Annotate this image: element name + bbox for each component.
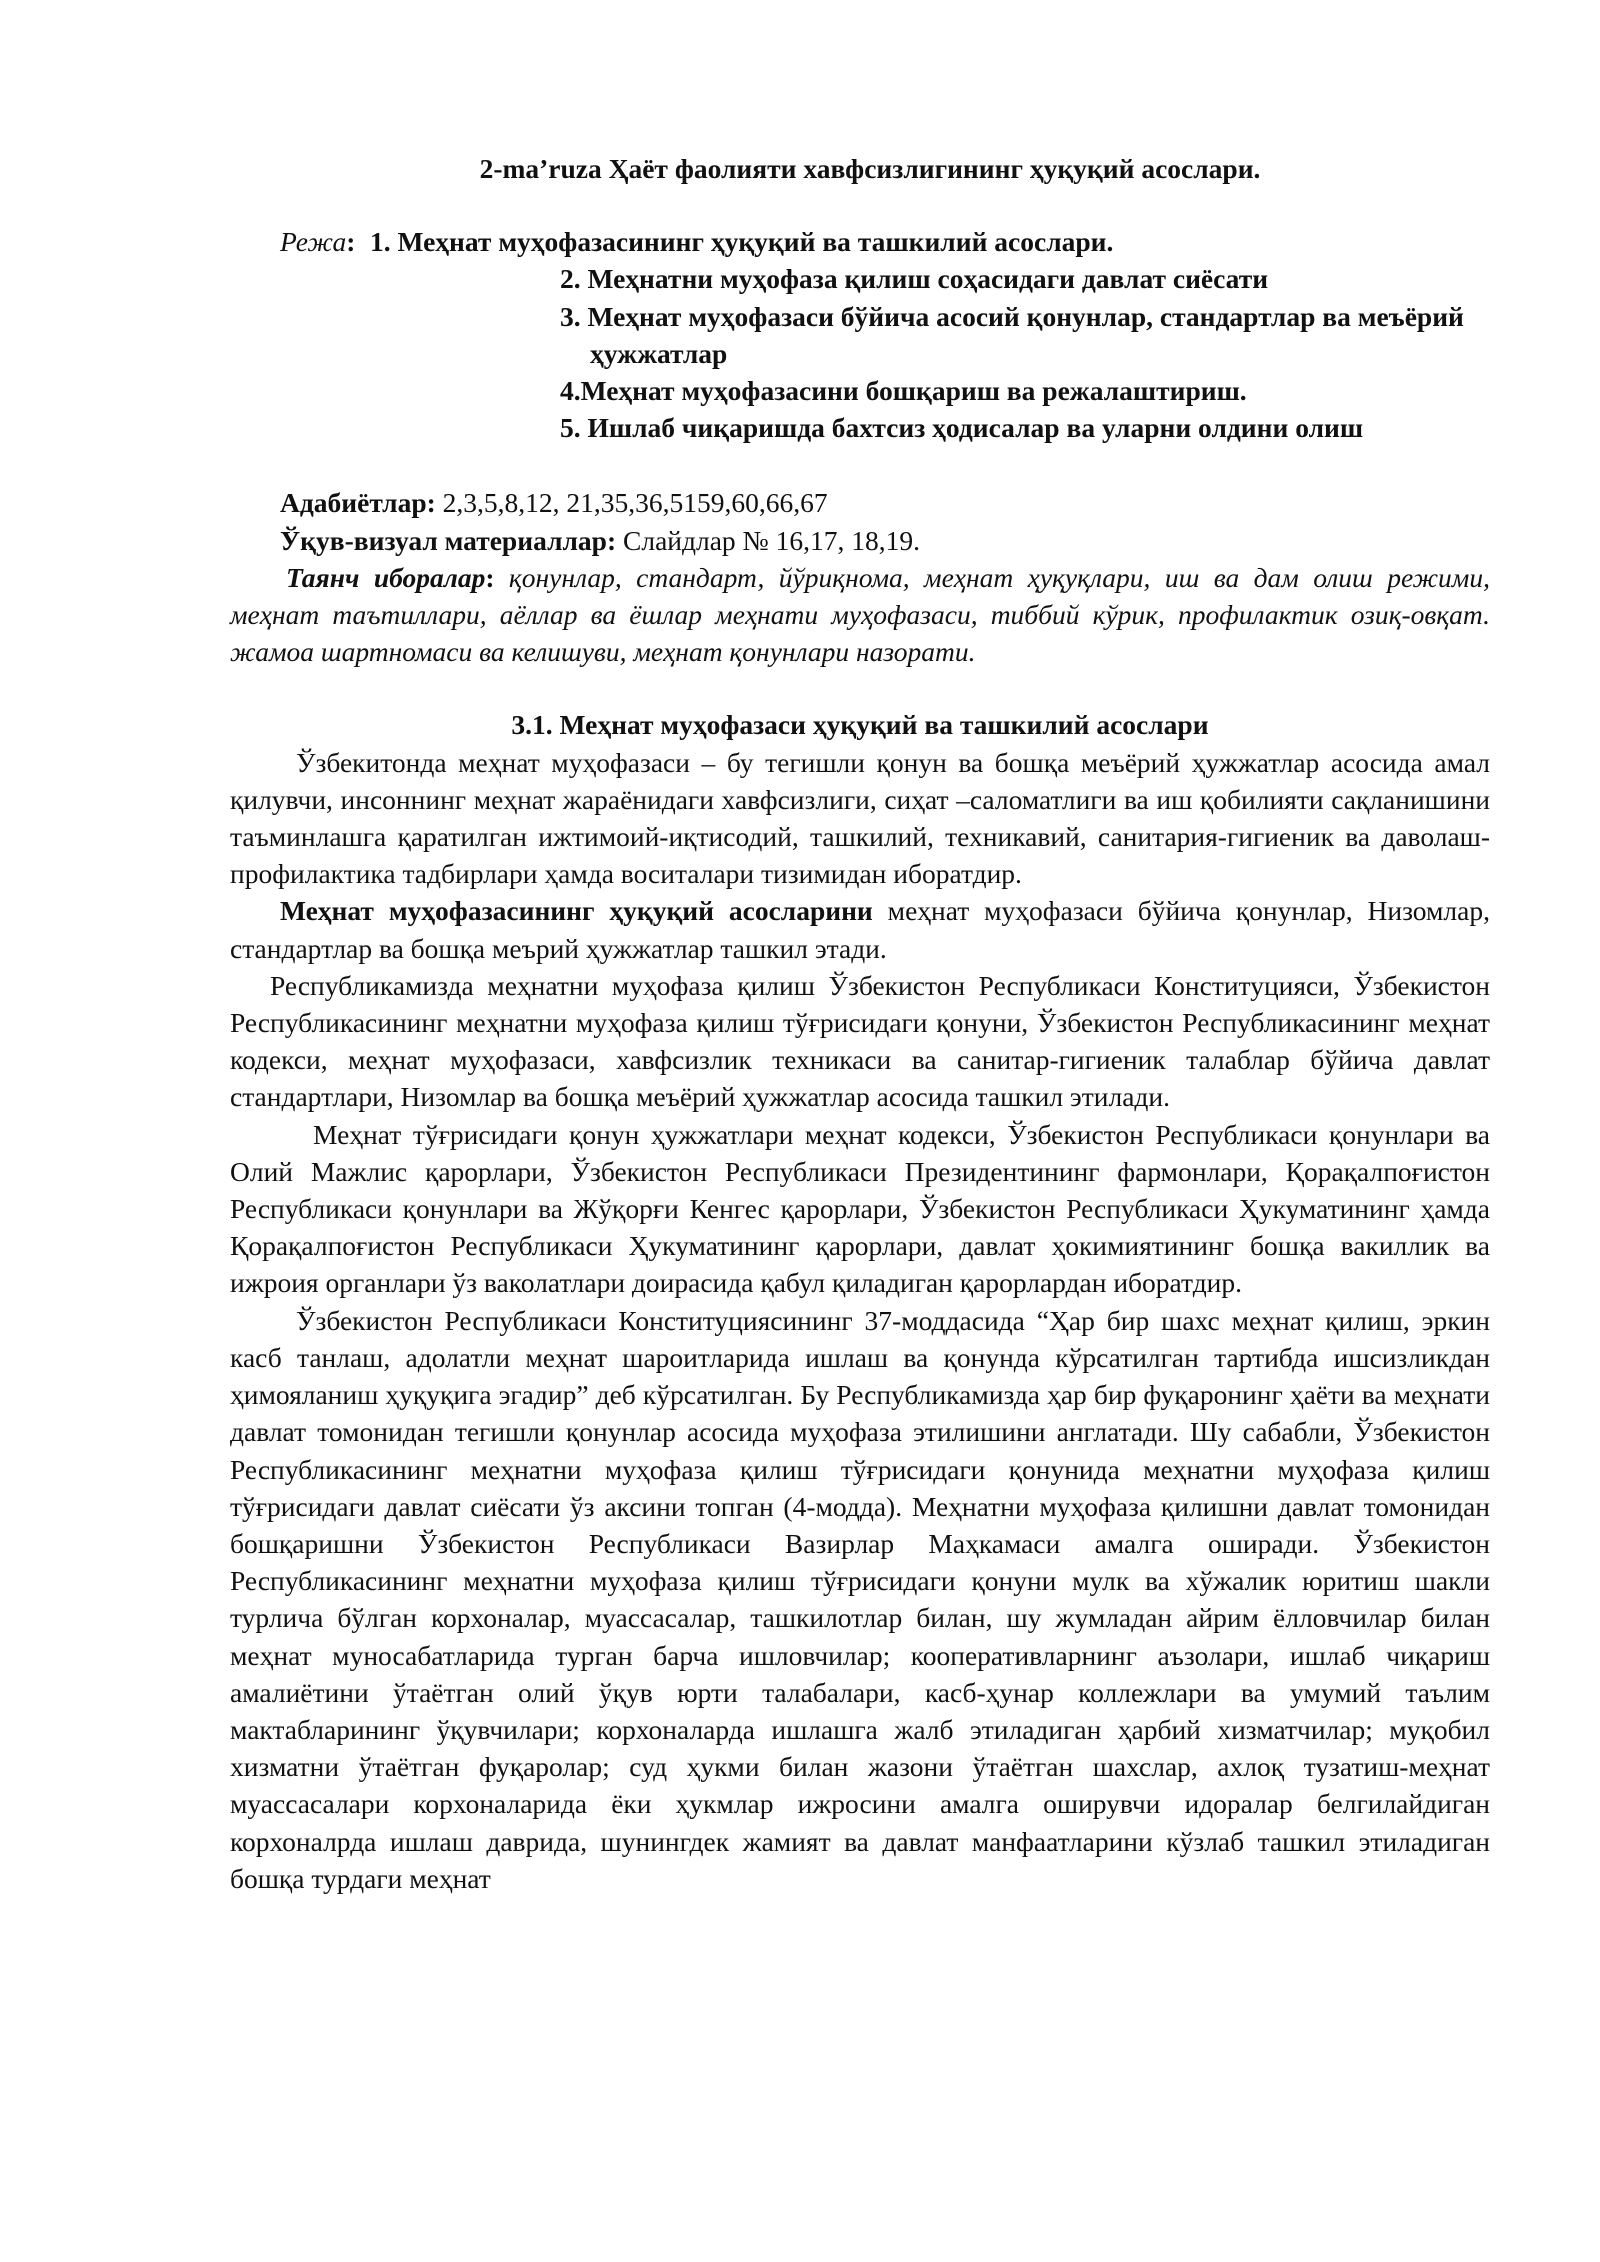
- plan-item-3-continued: ҳужжатлар: [590, 337, 728, 369]
- plan-item-5: 5. Ишлаб чиқаришда бахтсиз ҳодисалар ва уларни олдини олиш: [560, 412, 1364, 444]
- paragraph-5: Ўзбекистон Республикаси Конституциясининг 37-моддасида “Ҳар бир шахс меҳнат қилиш, эркин касб танлаш, адолатли меҳнат шароитларида ишлаш ва қонунда кўрсатилган тартибда ишсизликдан ҳимояланиш ҳуқуқига эгадир” деб кўрсатилган. Бу Республикамизда ҳар бир фуқаронинг ҳаёти ва меҳнати давлат томонидан тегишли қонунлар асосида муҳофаза этилишини англатади. Шу сабабли, Ўзбекистон Республикасининг меҳнатни муҳофаза қилиш тўғрисидаги қонунида меҳнатни муҳофаза қилиш тўғрисидаги давлат сиёсати ўз аксини топган (4-модда). Меҳнатни муҳофаза қилишни давлат томонидан бошқаришни Ўзбекистон Республикаси Вазирлар Маҳкамаси амалга оширади. Ўзбекистон Республикасининг меҳнатни муҳофаза қилиш тўғрисидаги қонуни мулк ва хўжалик юритиш шакли турлича бўлган корхоналар, муассасалар, ташкилотлар билан, шу жумладан айрим ёлловчилар билан меҳнат муносабатларида турган барча ишловчилар; кооперативларнинг аъзолари, ишлаб чиқариш амалиётини ўтаётган олий ўқув юрти талабалари, касб-ҳунар коллежлари ва умумий таълим мактабларининг ўқувчилари; корхоналарда ишлашга жалб этиладиган ҳарбий хизматчилар; муқобил хизматни ўтаётган фуқаролар; суд ҳукми билан жазони ўтаётган шахслар, ахлоқ тузатиш-меҳнат муассасалари корхоналарида ёки ҳукмлар ижросини амалга оширувчи идоралар белгилайдиган корхоналрда ишлаш даврида, шунингдек жамият ва давлат манфаатларини кўзлаб ташкил этиладиган бошқа турдаги меҳнат: [230, 1304, 1490, 1894]
- section-title: 3.1. Меҳнат муҳофазаси ҳуқуқий ва ташкилий асослари: [511, 709, 1209, 741]
- literature-value: 2,3,5,8,12, 21,35,36,5159,60,66,67: [435, 487, 828, 519]
- plan-row-first: [230, 223, 1490, 260]
- keywords-label: Таянч иборалар: [286, 561, 486, 593]
- references-block: [230, 484, 1490, 670]
- keywords-paragraph: [230, 559, 1490, 671]
- lecture-title: 2-ma’ruza Ҳаёт фаолияти хавфсизлигининг ҳуқуқий асослари.: [479, 153, 1261, 184]
- document-page: [230, 150, 1490, 1897]
- plan-item-4: 4.Меҳнат муҳофазасини бошқариш ва режалаштириш.: [560, 375, 1247, 407]
- paragraph-2-bold-lead: Меҳнат муҳофазасининг ҳуқуқий асосларини: [280, 895, 873, 927]
- keywords-colon: :: [485, 561, 495, 593]
- paragraph-2-text: меҳнат муҳофазаси бўйича қонунлар, Низомлар, стандартлар ва бошқа меърий ҳужжатлар ташкил этади.: [230, 895, 1490, 964]
- plan-item-1: 1. Меҳнат муҳофазасининг ҳуқуқий ва ташкилий асослари.: [370, 226, 1114, 258]
- plan-label-colon: :: [346, 226, 356, 258]
- paragraph-4: Меҳнат тўғрисидаги қонун ҳужжатлари меҳнат кодекси, Ўзбекистон Республикаси қонунлари ва Олий Мажлис қарорлари, Ўзбекистон Республикаси Президентининг фармонлари, Қорақалпоғистон Республикаси қонунлари ва Жўқорғи Кенгес қарорлари, Ўзбекистон Республикаси Ҳукуматининг ҳамда Қорақалпоғистон Республикаси Ҳукуматининг қарорлари, давлат ҳокимиятининг бошқа вакиллик ва ижроия органлари ўз ваколатлари доирасида қабул қиладиган қарорлардан иборатдир.: [230, 1118, 1490, 1299]
- keywords-value: қонунлар, стандарт, йўриқнома, меҳнат ҳуқуқлари, иш ва дам олиш режими, меҳнат таътиллари, аёллар ва ёшлар меҳнати муҳофазаси, тиббий кўрик, профилактик озиқ-овқат. жамоа шартномаси ва келишуви, меҳнат қонунлари назорати.: [230, 561, 1490, 668]
- lecture-plan: [230, 223, 1490, 446]
- paragraph-2: [230, 892, 1490, 966]
- visual-materials-value: Слайдлар № 16,17, 18,19.: [616, 524, 921, 556]
- literature-label: Адабиётлар:: [280, 487, 436, 519]
- visual-materials-label: Ўқув-визуал материаллар:: [280, 524, 617, 556]
- plan-label-wrap: [280, 223, 370, 260]
- literature-line: [280, 484, 1490, 521]
- paragraph-3: Республикамизда меҳнатни муҳофаза қилиш Ўзбекистон Республикаси Конституцияси, Ўзбекистон Республикасининг меҳнатни муҳофаза қилиш тўғрисидаги қонуни, Ўзбекистон Республикасининг меҳнат кодекси, меҳнат муҳофазаси, хавфсизлик техникаси ва санитар-гигиеник талаблар бўйича давлат стандартлари, Низомлар ва бошқа меъёрий ҳужжатлар асосида ташкил этилади.: [230, 969, 1490, 1113]
- plan-item-2: 2. Меҳнатни муҳофаза қилиш соҳасидаги давлат сиёсати: [560, 263, 1269, 295]
- plan-label: Режа: [280, 226, 347, 258]
- paragraph-1: Ўзбекитонда меҳнат муҳофазаси – бу тегишли қонун ва бошқа меъёрий ҳужжатлар асосида амал қилувчи, инсоннинг меҳнат жараёнидаги хавфсизлиги, сиҳат –саломатлиги ва иш қобилияти сақланишини таъминлашга қаратилган ижтимоий-иқтисодий, ташкилий, техникавий, санитария-гигиеник ва даволаш-профилактика тадбирлари ҳамда воситалари тизимидан иборатдир.: [230, 746, 1490, 890]
- plan-item-3: 3. Меҳнат муҳофазаси бўйича асосий қонунлар, стандартлар ва меъёрий: [560, 300, 1464, 332]
- visual-materials-line: [280, 522, 1490, 559]
